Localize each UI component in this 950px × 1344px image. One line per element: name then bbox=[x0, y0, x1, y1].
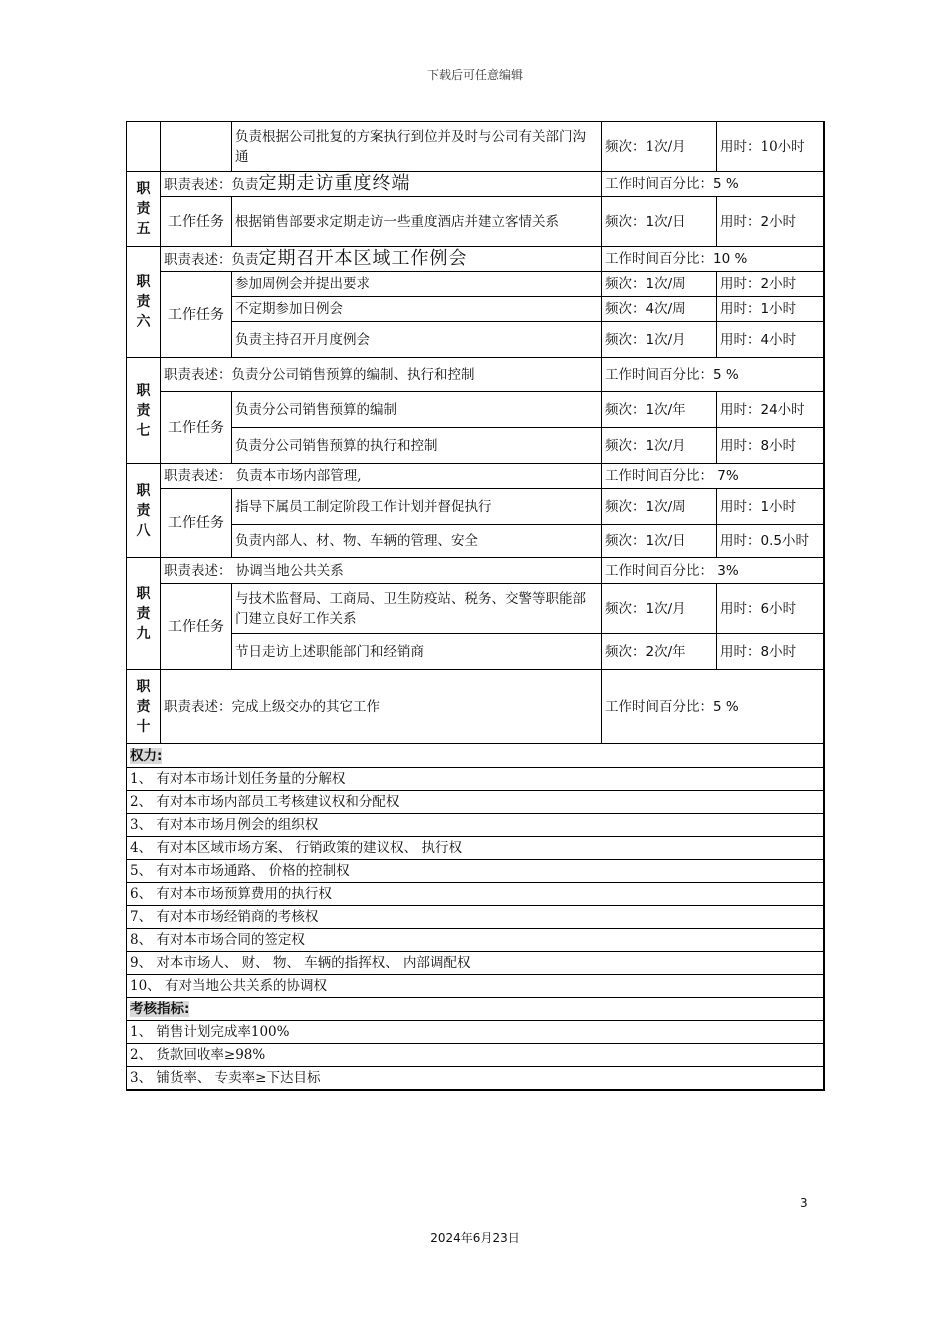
task-text: 与技术监督局、工商局、卫生防疫站、税务、交警等职能部门建立良好工作关系 bbox=[232, 584, 602, 634]
duty-label: 职责六 bbox=[127, 247, 161, 358]
task-frequency: 频次：1次/月 bbox=[602, 584, 717, 634]
task-duration: 用时：0.5小时 bbox=[717, 525, 824, 558]
duty-description: 职责表述：负责定期召开本区域工作例会 bbox=[161, 247, 602, 272]
powers-title: 权力: bbox=[130, 747, 163, 764]
list-item: 9、 对本市场人、 财、 物、 车辆的指挥权、 内部调配权 bbox=[127, 952, 824, 975]
task-label: 工作任务 bbox=[161, 584, 232, 670]
duty-description-row bbox=[127, 247, 824, 272]
duty-label: 职责五 bbox=[127, 172, 161, 247]
duty-description-row bbox=[127, 558, 824, 584]
list-item: 10、 有对当地公共关系的协调权 bbox=[127, 975, 824, 998]
task-frequency: 频次：1次/年 bbox=[602, 392, 717, 428]
table-row bbox=[127, 634, 824, 670]
task-duration: 用时：24小时 bbox=[717, 392, 824, 428]
task-frequency: 频次：1次/月 bbox=[602, 122, 717, 172]
task-frequency: 频次：4次/周 bbox=[602, 297, 717, 322]
duty-description-row bbox=[127, 670, 824, 744]
task-text: 负责根据公司批复的方案执行到位并及时与公司有关部门沟通 bbox=[232, 122, 602, 172]
duty-description-row bbox=[127, 464, 824, 489]
table-row bbox=[127, 122, 824, 172]
task-text: 负责主持召开月度例会 bbox=[232, 322, 602, 358]
task-duration: 用时：4小时 bbox=[717, 322, 824, 358]
duty-label: 职责七 bbox=[127, 358, 161, 464]
list-item: 1、 销售计划完成率100% bbox=[127, 1021, 824, 1044]
task-frequency: 频次：1次/周 bbox=[602, 489, 717, 525]
table-row bbox=[127, 525, 824, 558]
task-text: 负责分公司销售预算的编制 bbox=[232, 392, 602, 428]
task-text: 负责内部人、材、物、车辆的管理、安全 bbox=[232, 525, 602, 558]
duty-description-row bbox=[127, 358, 824, 392]
duty-title: 定期走访重度终端 bbox=[258, 172, 411, 194]
duty-title: 定期召开本区域工作例会 bbox=[258, 247, 468, 269]
list-item: 3、 铺货率、 专卖率≥下达目标 bbox=[127, 1067, 824, 1091]
table-row bbox=[127, 584, 824, 634]
footer-date: 2024年6月23日 bbox=[430, 1231, 520, 1245]
page-number: 3 bbox=[800, 1196, 808, 1210]
duty-label: 职责九 bbox=[127, 558, 161, 670]
task-frequency: 频次：1次/日 bbox=[602, 525, 717, 558]
duty-table bbox=[126, 121, 825, 1091]
duty-description: 职责表述： 协调当地公共关系 bbox=[161, 558, 602, 584]
list-item: 6、 有对本市场预算费用的执行权 bbox=[127, 883, 824, 906]
table-row bbox=[127, 272, 824, 297]
task-duration: 用时：2小时 bbox=[717, 272, 824, 297]
page-header: 下载后可任意编辑 bbox=[426, 68, 523, 82]
task-duration: 用时：10小时 bbox=[717, 122, 824, 172]
table-row bbox=[127, 197, 824, 247]
task-duration: 用时：1小时 bbox=[717, 489, 824, 525]
empty-cell bbox=[127, 122, 161, 172]
list-item: 4、 有对本区域市场方案、 行销政策的建议权、 执行权 bbox=[127, 837, 824, 860]
kpi-title: 考核指标: bbox=[130, 1001, 190, 1017]
time-percentage: 工作时间百分比： 7% bbox=[602, 464, 824, 489]
time-percentage: 工作时间百分比： 3% bbox=[602, 558, 824, 584]
table-row bbox=[127, 428, 824, 464]
table-row bbox=[127, 489, 824, 525]
task-text: 节日走访上述职能部门和经销商 bbox=[232, 634, 602, 670]
duty-description: 职责表述：完成上级交办的其它工作 bbox=[161, 670, 602, 744]
time-percentage: 工作时间百分比：10 % bbox=[602, 247, 824, 272]
task-label: 工作任务 bbox=[161, 272, 232, 358]
duty-description-row bbox=[127, 172, 824, 197]
task-frequency: 频次：1次/月 bbox=[602, 428, 717, 464]
task-label: 工作任务 bbox=[161, 197, 232, 247]
task-text: 参加周例会并提出要求 bbox=[232, 272, 602, 297]
duty-description: 职责表述： 负责本市场内部管理, bbox=[161, 464, 602, 489]
time-percentage: 工作时间百分比：5 % bbox=[602, 670, 824, 744]
table-row bbox=[127, 297, 824, 322]
duty-label: 职责十 bbox=[127, 670, 161, 744]
task-duration: 用时：2小时 bbox=[717, 197, 824, 247]
task-text: 指导下属员工制定阶段工作计划并督促执行 bbox=[232, 489, 602, 525]
task-frequency: 频次：1次/日 bbox=[602, 197, 717, 247]
time-percentage: 工作时间百分比：5 % bbox=[602, 172, 824, 197]
list-item: 8、 有对本市场合同的签定权 bbox=[127, 929, 824, 952]
task-label: 工作任务 bbox=[161, 392, 232, 464]
powers-heading-row bbox=[127, 744, 824, 768]
task-frequency: 频次：1次/周 bbox=[602, 272, 717, 297]
kpi-heading-row bbox=[127, 998, 824, 1021]
task-text: 负责分公司销售预算的执行和控制 bbox=[232, 428, 602, 464]
empty-cell bbox=[161, 122, 232, 172]
list-item: 3、 有对本市场月例会的组织权 bbox=[127, 814, 824, 837]
task-duration: 用时：1小时 bbox=[717, 297, 824, 322]
task-frequency: 频次：2次/年 bbox=[602, 634, 717, 670]
task-duration: 用时：8小时 bbox=[717, 634, 824, 670]
time-percentage: 工作时间百分比：5 % bbox=[602, 358, 824, 392]
list-item: 5、 有对本市场通路、 价格的控制权 bbox=[127, 860, 824, 883]
task-text: 根据销售部要求定期走访一些重度酒店并建立客情关系 bbox=[232, 197, 602, 247]
task-duration: 用时：8小时 bbox=[717, 428, 824, 464]
table-row bbox=[127, 392, 824, 428]
duty-label: 职责八 bbox=[127, 464, 161, 558]
list-item: 2、 货款回收率≥98% bbox=[127, 1044, 824, 1067]
table-row bbox=[127, 322, 824, 358]
task-duration: 用时：6小时 bbox=[717, 584, 824, 634]
task-frequency: 频次：1次/月 bbox=[602, 322, 717, 358]
duty-description: 职责表述：负责定期走访重度终端 bbox=[161, 172, 602, 197]
task-text: 不定期参加日例会 bbox=[232, 297, 602, 322]
list-item: 1、 有对本市场计划任务量的分解权 bbox=[127, 768, 824, 791]
list-item: 7、 有对本市场经销商的考核权 bbox=[127, 906, 824, 929]
task-label: 工作任务 bbox=[161, 489, 232, 558]
list-item: 2、 有对本市场内部员工考核建议权和分配权 bbox=[127, 791, 824, 814]
duty-description: 职责表述：负责分公司销售预算的编制、执行和控制 bbox=[161, 358, 602, 392]
